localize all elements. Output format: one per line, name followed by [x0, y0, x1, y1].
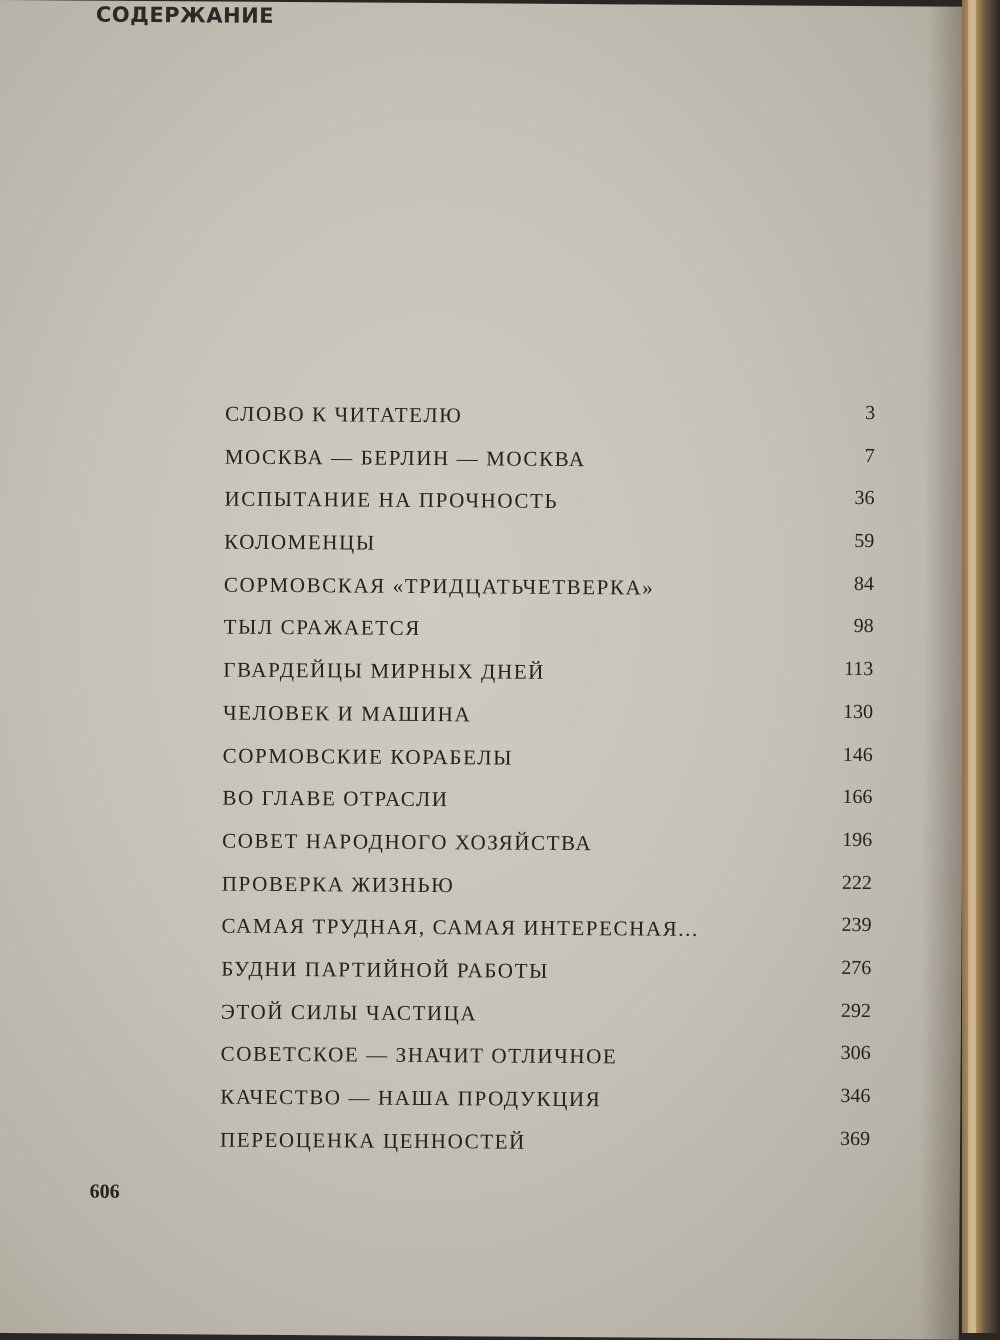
toc-entry: [221, 910, 871, 957]
toc-entry-title: КОЛОМЕНЦЫ: [224, 529, 376, 555]
toc-entry-title: СОВЕТ НАРОДНОГО ХОЗЯЙСТВА: [222, 828, 593, 856]
toc-entry-title: ВО ГЛАВЕ ОТРАСЛИ: [222, 785, 449, 812]
toc-entry: [221, 953, 871, 1000]
toc-entry: [220, 1081, 870, 1128]
toc-entry: [220, 1038, 870, 1085]
toc-entry-page: 7: [864, 444, 875, 467]
toc-entry-title: ГВАРДЕЙЦЫ МИРНЫХ ДНЕЙ: [223, 657, 546, 684]
running-head: СОДЕРЖАНИЕ: [95, 2, 275, 28]
toc-entry-page: 130: [842, 700, 874, 723]
toc-entry-page: 306: [840, 1042, 871, 1065]
toc-entry-title: КАЧЕСТВО — НАША ПРОДУКЦИЯ: [220, 1084, 602, 1112]
toc-entry-page: 113: [844, 658, 874, 681]
toc-entry-page: 3: [865, 402, 876, 425]
toc-entry-title: ЭТОЙ СИЛЫ ЧАСТИЦА: [220, 999, 478, 1025]
toc-entry-title: ПРОВЕРКА ЖИЗНЬЮ: [221, 871, 455, 897]
toc-entry-page: 98: [853, 615, 874, 638]
toc-entry-page: 292: [840, 999, 872, 1022]
toc-entry: [222, 824, 872, 871]
toc-entry-title: БУДНИ ПАРТИЙНОЙ РАБОТЫ: [221, 956, 550, 983]
toc-entry: [225, 398, 875, 445]
toc-entry-title: ТЫЛ СРАЖАЕТСЯ: [223, 615, 421, 641]
toc-entry-title: ИСПЫТАНИЕ НА ПРОЧНОСТЬ: [224, 486, 559, 514]
toc-entry: [221, 995, 871, 1042]
toc-entry-page: 239: [841, 914, 872, 937]
toc-entry-title: МОСКВА — БЕРЛИН — МОСКВА: [224, 444, 586, 471]
table-of-contents: [220, 398, 875, 1171]
page-block-highlight: [968, 0, 976, 1333]
toc-entry: [224, 526, 874, 573]
toc-entry-page: 196: [842, 828, 873, 851]
toc-entry: [225, 440, 875, 487]
spine-shadow: [919, 6, 968, 1339]
toc-entry: [223, 611, 873, 658]
toc-entry: [223, 654, 873, 701]
page-number: 606: [89, 1180, 120, 1203]
toc-entry-page: 346: [840, 1084, 871, 1108]
toc-entry: [223, 739, 873, 786]
toc-entry: [222, 867, 872, 914]
toc-entry-title: СОРМОВСКИЕ КОРАБЕЛЫ: [222, 743, 514, 770]
toc-entry-title: СЛОВО К ЧИТАТЕЛЮ: [225, 401, 463, 428]
toc-entry: [224, 568, 874, 615]
toc-entry-title: ПЕРЕОЦЕНКА ЦЕННОСТЕЙ: [219, 1127, 526, 1154]
toc-entry-title: СОВЕТСКОЕ — ЗНАЧИТ ОТЛИЧНОЕ: [220, 1041, 618, 1069]
toc-entry: [223, 696, 873, 743]
toc-entry-page: 84: [853, 572, 875, 595]
toc-entry-page: 222: [841, 871, 872, 894]
toc-entry: [222, 782, 872, 829]
toc-entry: [224, 483, 874, 530]
toc-entry-page: 146: [842, 743, 873, 766]
toc-entry: [220, 1123, 870, 1170]
toc-entry-page: 36: [854, 487, 875, 510]
toc-entry-title: САМАЯ ТРУДНАЯ, САМАЯ ИНТЕРЕСНАЯ...: [221, 913, 699, 942]
toc-entry-page: 276: [841, 956, 872, 980]
toc-entry-page: 369: [839, 1127, 871, 1150]
toc-entry-title: СОРМОВСКАЯ «ТРИДЦАТЬЧЕТВЕРКА»: [223, 572, 655, 600]
toc-entry-title: ЧЕЛОВЕК И МАШИНА: [222, 700, 472, 727]
toc-entry-page: 59: [854, 530, 875, 553]
toc-entry-page: 166: [842, 786, 873, 809]
